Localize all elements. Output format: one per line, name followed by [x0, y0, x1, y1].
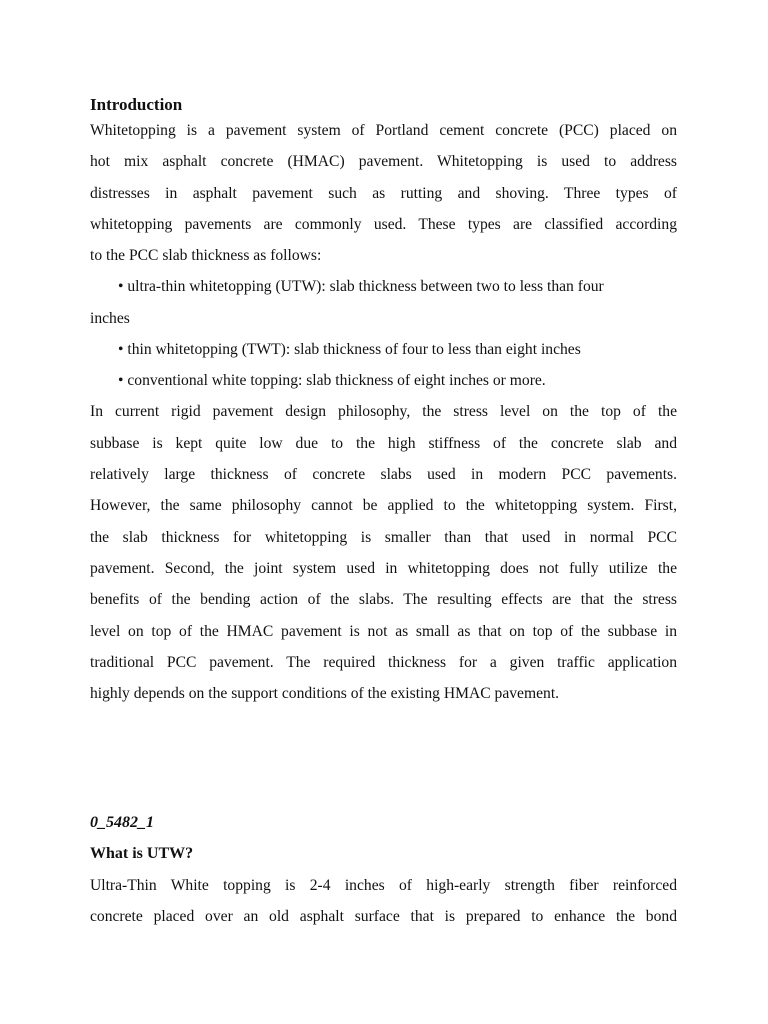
text-line: benefits of the bending action of the slabs. The resulting effects are that the stress — [90, 591, 677, 608]
list-item-utw: • ultra-thin whitetopping (UTW): slab thickness between two to less than four — [118, 278, 604, 295]
list-item-conventional: • conventional white topping: slab thickness of eight inches or more. — [118, 372, 546, 389]
text-line: traditional PCC pavement. The required thickness for a given traffic application — [90, 654, 677, 671]
text-line: However, the same philosophy cannot be applied to the whitetopping system. First, — [90, 497, 677, 514]
text-line: hot mix asphalt concrete (HMAC) pavement. Whitetopping is used to address — [90, 153, 677, 170]
text-line: concrete placed over an old asphalt surface that is prepared to enhance the bond — [90, 908, 677, 925]
text-line: pavement. Second, the joint system used in whitetopping does not fully utilize the — [90, 560, 677, 577]
text-line: level on top of the HMAC pavement is not as small as that on top of the subbase in — [90, 623, 677, 640]
text-line: Ultra-Thin White topping is 2-4 inches of high-early strength fiber reinforced — [90, 877, 677, 894]
document-id: 0_5482_1 — [90, 814, 154, 831]
list-item-utw-continuation: inches — [90, 310, 130, 327]
text-line: the slab thickness for whitetopping is smaller than that used in normal PCC — [90, 529, 677, 546]
text-line: to the PCC slab thickness as follows: — [90, 247, 322, 264]
introduction-heading: Introduction — [90, 95, 183, 114]
text-line: distresses in asphalt pavement such as rutting and shoving. Three types of — [90, 185, 677, 202]
text-line: In current rigid pavement design philosophy, the stress level on the top of the — [90, 403, 677, 420]
text-line: highly depends on the support conditions of the existing HMAC pavement. — [90, 685, 560, 702]
text-line: whitetopping pavements are commonly used. These types are classified according — [90, 216, 677, 233]
text-line: subbase is kept quite low due to the high stiffness of the concrete slab and — [90, 435, 677, 452]
list-item-twt: • thin whitetopping (TWT): slab thickness of four to less than eight inches — [118, 341, 581, 358]
text-line: Whitetopping is a pavement system of Portland cement concrete (PCC) placed on — [90, 122, 677, 139]
text-line: relatively large thickness of concrete slabs used in modern PCC pavements. — [90, 466, 677, 483]
utw-heading: What is UTW? — [90, 845, 194, 862]
